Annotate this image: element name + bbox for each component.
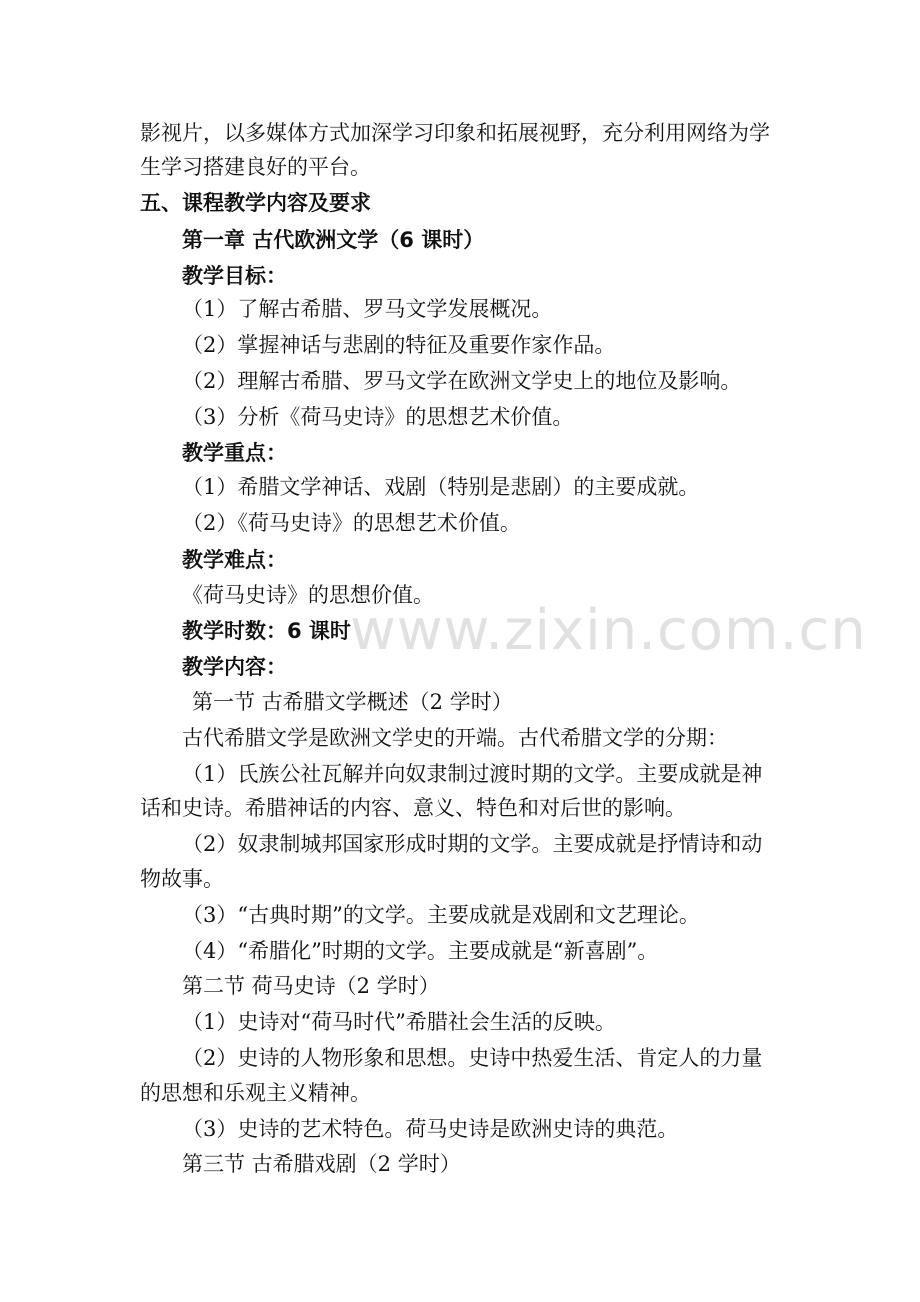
section-title-2: 第二节 荷马史诗（2 学时）: [182, 974, 440, 998]
section-title-1: 第一节 古希腊文学概述（2 学时）: [192, 690, 513, 714]
text-line: （2）掌握神话与悲剧的特征及重要作家作品。: [182, 333, 616, 357]
text-line: （3）史诗的艺术特色。荷马史诗是欧洲史诗的典范。: [182, 1117, 679, 1141]
chapter-heading: 第一章 古代欧洲文学（6 课时）: [182, 228, 485, 252]
text-line: （3）分析《荷马史诗》的思想艺术价值。: [182, 405, 574, 429]
text-line: 影视片，以多媒体方式加深学习印象和拓展视野，充分利用网络为学: [140, 121, 770, 145]
subheading-content: 教学内容：: [182, 655, 287, 679]
section-title-3: 第三节 古希腊戏剧（2 学时）: [182, 1152, 461, 1176]
subheading-objectives: 教学目标：: [182, 264, 287, 288]
text-line: （1）史诗对“荷马时代”希腊社会生活的反映。: [182, 1010, 616, 1034]
text-line: （2）奴隶制城邦国家形成时期的文学。主要成就是抒情诗和动: [182, 832, 763, 856]
text-line: 生学习搭建良好的平台。: [140, 155, 371, 179]
text-line: （2）史诗的人物形象和思想。史诗中热爱生活、肯定人的力量: [182, 1046, 763, 1070]
section-heading: 五、课程教学内容及要求: [140, 191, 371, 215]
text-line: 话和史诗。希腊神话的内容、意义、特色和对后世的影响。: [140, 796, 686, 820]
text-line: 古代希腊文学是欧洲文学史的开端。古代希腊文学的分期：: [182, 726, 728, 750]
text-line: 物故事。: [140, 867, 224, 891]
text-line: （2）理解古希腊、罗马文学在欧洲文学史上的地位及影响。: [182, 369, 742, 393]
text-line: （1）了解古希腊、罗马文学发展概况。: [182, 297, 553, 321]
subheading-difficulties: 教学难点：: [182, 548, 287, 572]
text-line: 《荷马史诗》的思想价值。: [182, 583, 434, 607]
text-line: （1）氏族公社瓦解并向奴隶制过渡时期的文学。主要成就是神: [182, 762, 763, 786]
text-line: 的思想和乐观主义精神。: [140, 1081, 371, 1105]
subheading-hours: 教学时数：6 课时: [182, 619, 351, 643]
subheading-key-points: 教学重点：: [182, 441, 287, 465]
text-line: （3）“古典时期”的文学。主要成就是戏剧和文艺理论。: [182, 903, 700, 927]
text-line: （1）希腊文学神话、戏剧（特别是悲剧）的主要成就。: [182, 475, 700, 499]
watermark-text: www.zixin.com.cn: [350, 598, 867, 663]
text-line: （2）《荷马史诗》的思想艺术价值。: [182, 511, 521, 535]
text-line: （4）“希腊化”时期的文学。主要成就是“新喜剧”。: [182, 939, 659, 963]
